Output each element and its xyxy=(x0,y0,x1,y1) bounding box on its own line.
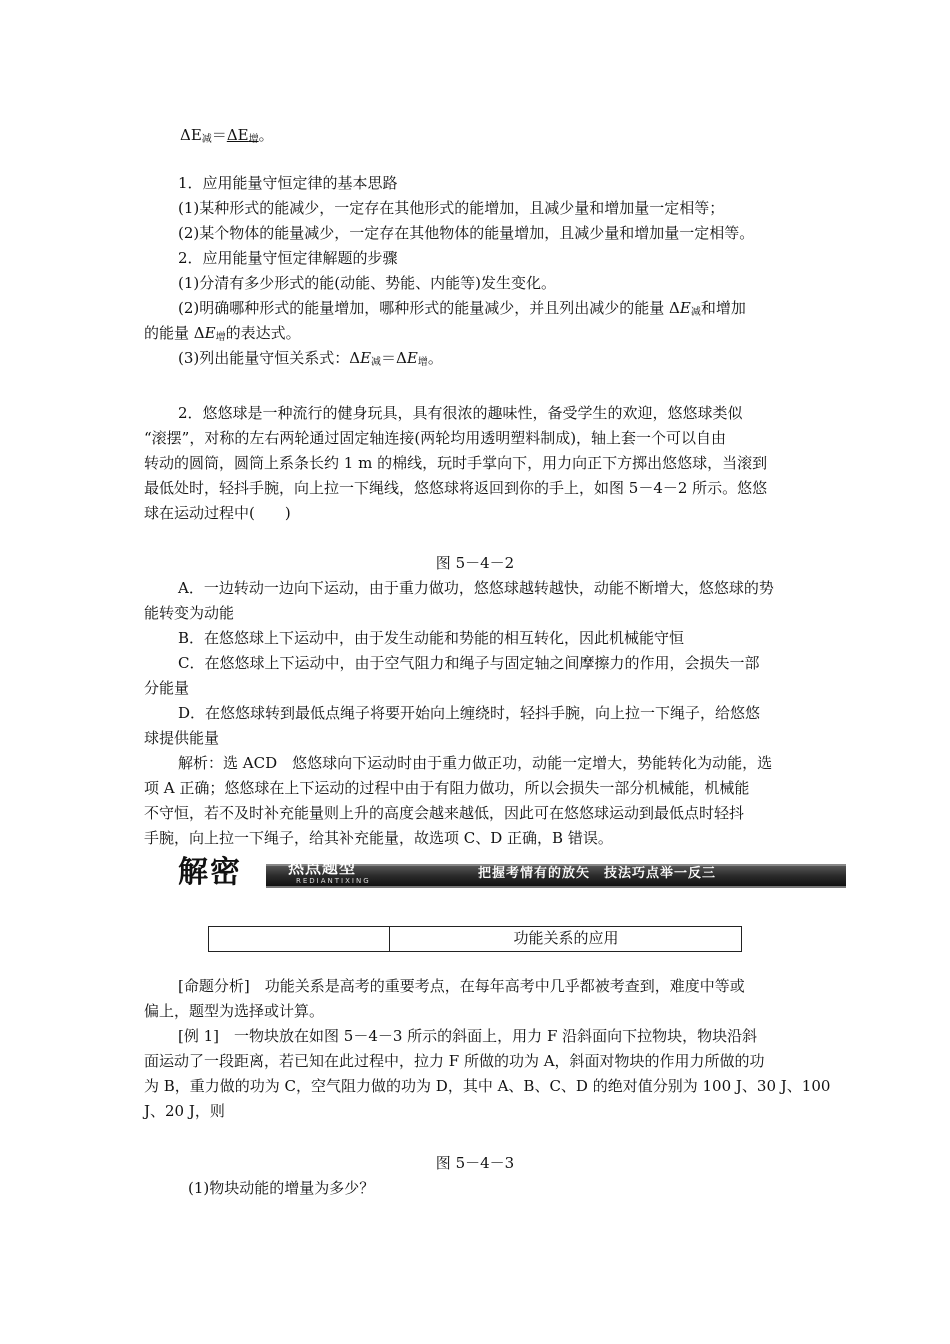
option-d-line-2: 球提供能量 xyxy=(144,729,220,747)
summary-step-2b xyxy=(144,322,301,349)
step2b-end: 的表达式。 xyxy=(225,324,301,342)
summary-step-3 xyxy=(178,347,443,374)
section-title-table xyxy=(208,926,742,952)
delta-e-inc: ΔE xyxy=(226,126,249,144)
sub-dec: 减 xyxy=(690,307,701,318)
example-1-line-1: [例 1] 一物块放在如图 5－4－3 所示的斜面上，用力 F 沿斜面向下拉物块，物块沿斜 xyxy=(178,1027,758,1045)
answer-line-2: 项 A 正确；悠悠球在上下运动的过程中由于有阻力做功，所以会损失一部分机械能，机械能 xyxy=(144,779,750,797)
question-2-line-2: “滚摆”，对称的左右两轮通过固定轴连接(两轮均用透明塑料制成)，轴上套一个可以自由 xyxy=(144,429,727,447)
sub-inc: 增 xyxy=(215,332,226,343)
example-1-line-4: J、20 J，则 xyxy=(144,1102,225,1120)
figure-caption-5-4-2: 图 5－4－2 xyxy=(435,554,515,572)
summary-heading-1: 1．应用能量守恒定律的基本思路 xyxy=(178,174,398,192)
banner-english: REDIANTIXING xyxy=(296,877,371,885)
figure-caption-5-4-3: 图 5－4－3 xyxy=(435,1154,515,1172)
sub-inc: 增 xyxy=(248,134,259,145)
option-d-line-1: D．在悠悠球转到最低点绳子将要开始向上缠绕时，轻抖手腕，向上拉一下绳子，给悠悠 xyxy=(178,704,761,722)
var-e: E xyxy=(204,324,216,342)
question-2-line-3: 转动的圆筒，圆筒上系条长约 1 m 的棉线，玩时手掌向下，用力向正下方掷出悠悠球，当滚到 xyxy=(144,454,768,472)
var-e: E xyxy=(406,349,418,367)
summary-step-2a xyxy=(178,297,746,324)
sub-dec: 减 xyxy=(201,134,212,145)
sub-dec: 减 xyxy=(371,357,382,368)
answer-line-1: 解析：选 ACD 悠悠球向下运动时由于重力做正功，动能一定增大，势能转化为动能，选 xyxy=(178,754,773,772)
question-2-line-5: 球在运动过程中( ) xyxy=(144,504,291,522)
summary-point-2: (2)某个物体的能量减少，一定存在其他物体的能量增加，且减少量和增加量一定相等。 xyxy=(178,224,755,242)
sub-question-1: (1)物块动能的增量为多少？ xyxy=(188,1179,375,1197)
banner-title: 解密 xyxy=(178,855,242,890)
var-e: E xyxy=(360,349,372,367)
answer-line-4: 手腕，向上拉一下绳子，给其补充能量，故选项 C、D 正确，B 错误。 xyxy=(144,829,613,847)
step2a-end: 和增加 xyxy=(700,299,746,317)
option-b: B．在悠悠球上下运动中，由于发生动能和势能的相互转化，因此机械能守恒 xyxy=(178,629,685,647)
banner-slogan: 把握考情有的放矢 技法巧点举一反三 xyxy=(478,866,717,881)
section-title: 功能关系的应用 xyxy=(513,929,619,947)
example-1-line-2: 面运动了一段距离，若已知在此过程中，拉力 F 所做的功为 A，斜面对物块的作用力所做的功 xyxy=(144,1052,765,1070)
option-a-line-2: 能转变为动能 xyxy=(144,604,235,622)
equals-sign: ＝Δ xyxy=(381,349,407,367)
option-c-line-2: 分能量 xyxy=(144,679,190,697)
answer-line-3: 不守恒，若不及时补充能量则上升的高度会越来越低，因此可在悠悠球运动到最低点时轻抖 xyxy=(144,804,745,822)
summary-heading-2: 2．应用能量守恒定律解题的步骤 xyxy=(178,249,398,267)
option-c-line-1: C．在悠悠球上下运动中，由于空气阻力和绳子与固定轴之间摩擦力的作用，会损失一部 xyxy=(178,654,760,672)
banner-subtitle: 热点题型 xyxy=(288,858,357,877)
option-a-line-1: A．一边转动一边向下运动，由于重力做功，悠悠球越转越快，动能不断增大，悠悠球的势 xyxy=(178,579,774,597)
equals-sign: ＝ xyxy=(211,126,227,144)
question-2-line-1: 2．悠悠球是一种流行的健身玩具，具有很浓的趣味性，备受学生的欢迎，悠悠球类似 xyxy=(178,404,743,422)
energy-equation xyxy=(180,124,274,151)
var-e: E xyxy=(679,299,691,317)
period: 。 xyxy=(427,349,443,367)
question-2-line-4: 最低处时，轻抖手腕，向上拉一下绳线，悠悠球将返回到你的手上，如图 5－4－2 所示。悠悠 xyxy=(144,479,768,497)
delta-e-dec: ΔE xyxy=(180,126,202,144)
summary-step-1: (1)分清有多少形式的能(动能、势能、内能等)发生变化。 xyxy=(178,274,556,292)
period: 。 xyxy=(258,126,274,144)
section-banner xyxy=(178,855,846,890)
sub-inc: 增 xyxy=(417,357,428,368)
step3-text: (3)列出能量守恒关系式：Δ xyxy=(178,349,361,367)
analysis-line-1: [命题分析] 功能关系是高考的重要考点，在每年高考中几乎都被考查到，难度中等或 xyxy=(178,977,745,995)
analysis-line-2: 偏上，题型为选择或计算。 xyxy=(144,1002,325,1020)
example-1-line-3: 为 B，重力做的功为 C，空气阻力做的功为 D，其中 A、B、C、D 的绝对值分别为 100 J、30 J、100 xyxy=(144,1077,831,1095)
summary-point-1: (1)某种形式的能减少，一定存在其他形式的能增加，且减少量和增加量一定相等； xyxy=(178,199,725,217)
step2a-text: (2)明确哪种形式的能量增加，哪种形式的能量减少，并且列出减少的能量 Δ xyxy=(178,299,680,317)
step2b-text: 的能量 Δ xyxy=(144,324,205,342)
